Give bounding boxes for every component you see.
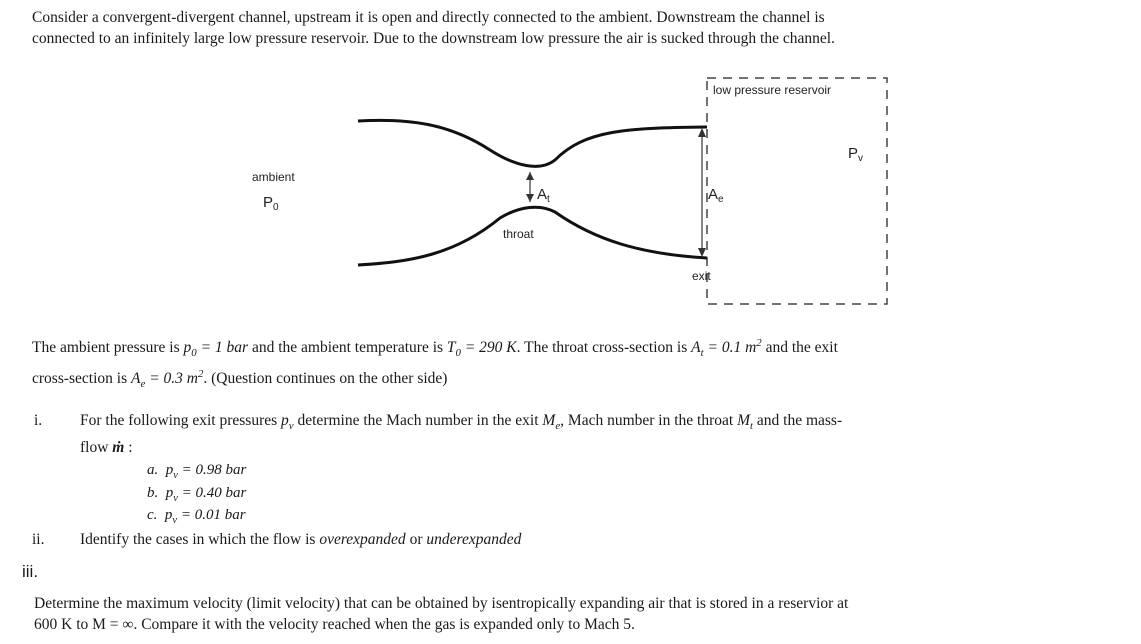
- text: cross-section is: [32, 370, 132, 388]
- throat-arrowhead-top: [526, 172, 534, 180]
- overexpanded-term: overexpanded: [319, 531, 406, 548]
- conditions-paragraph: [32, 333, 1132, 396]
- case-b: b. $p_v = 0.40$ bar: [147, 485, 247, 504]
- upper-wall: [358, 120, 707, 166]
- text: . (Question continues on the other side): [203, 370, 448, 388]
- case-marker: b.: [147, 485, 159, 501]
- exit-arrowhead-bottom: [698, 248, 706, 257]
- conditions-line-1: [32, 333, 1132, 364]
- case-marker: a.: [147, 462, 159, 478]
- T0-symbol: $T_0 = 290$ K: [446, 339, 517, 360]
- text: and the ambient temperature is: [248, 339, 447, 357]
- reservoir-label: low pressure reservoir: [713, 83, 832, 97]
- question-ii-text: Identify the cases in which the flow is overexpanded or underexpanded: [80, 531, 522, 548]
- p0-symbol: $p_0 = 1$ bar: [183, 339, 249, 360]
- exit-arrowhead-top: [698, 128, 706, 137]
- question-i-line-2: flow ṁ :: [80, 439, 133, 457]
- question-i-marker: i.: [34, 412, 43, 429]
- underexpanded-term: underexpanded: [426, 531, 522, 548]
- question-i-text: [80, 410, 1130, 458]
- question-i-line-1: For the following exit pressures $p_v$ determine the Mach number in the exit $M_e$, Mach number in the throat $M_t$ and the mass-: [80, 412, 843, 433]
- ae-label: $A_e$: [708, 186, 724, 205]
- question-iii-text: [34, 593, 1134, 635]
- p0-label: $P_0$: [263, 194, 279, 213]
- conditions-line-2: [32, 364, 1132, 395]
- ambient-label: ambient: [252, 170, 295, 184]
- intro-line-1: Consider a convergent-divergent channel, upstream it is open and directly connected to the ambient. Downstream the channel is: [32, 9, 825, 26]
- Ae-symbol: $A_e = 0.3$ $m^2$: [131, 368, 204, 391]
- text: . The throat cross-section is: [516, 339, 692, 357]
- exit-label: exit: [692, 269, 711, 283]
- question-iii-line-1: Determine the maximum velocity (limit velocity) that can be obtained by isentropically expanding air that is stored in a reservior at: [34, 595, 849, 612]
- question-ii-marker: ii.: [32, 531, 45, 548]
- case-a: a. $p_v = 0.98$ bar: [147, 462, 247, 481]
- question-iii-line-2: 600 K to M = ∞. Compare it with the velocity reached when the gas is expanded only to Mach 5.: [34, 616, 635, 633]
- throat-label: throat: [503, 227, 534, 241]
- pv-label: $P_v$: [848, 145, 864, 164]
- at-label: $A_t$: [537, 186, 550, 205]
- case-c: c. $p_v = 0.01$ bar: [147, 507, 246, 526]
- question-iii-marker: iii.: [22, 562, 39, 581]
- throat-arrowhead-bottom: [526, 194, 534, 202]
- reservoir-box: [707, 78, 887, 304]
- case-marker: c.: [147, 507, 158, 523]
- mass-flow-symbol: ṁ: [112, 439, 125, 457]
- text: The ambient pressure is: [32, 339, 184, 357]
- intro-line-2: connected to an infinitely large low pressure reservoir. Due to the downstream low pressure the air is sucked through the channel.: [32, 30, 835, 47]
- text: and the exit: [761, 339, 838, 357]
- At-symbol: $A_t = 0.1$ $m^2$: [691, 337, 762, 360]
